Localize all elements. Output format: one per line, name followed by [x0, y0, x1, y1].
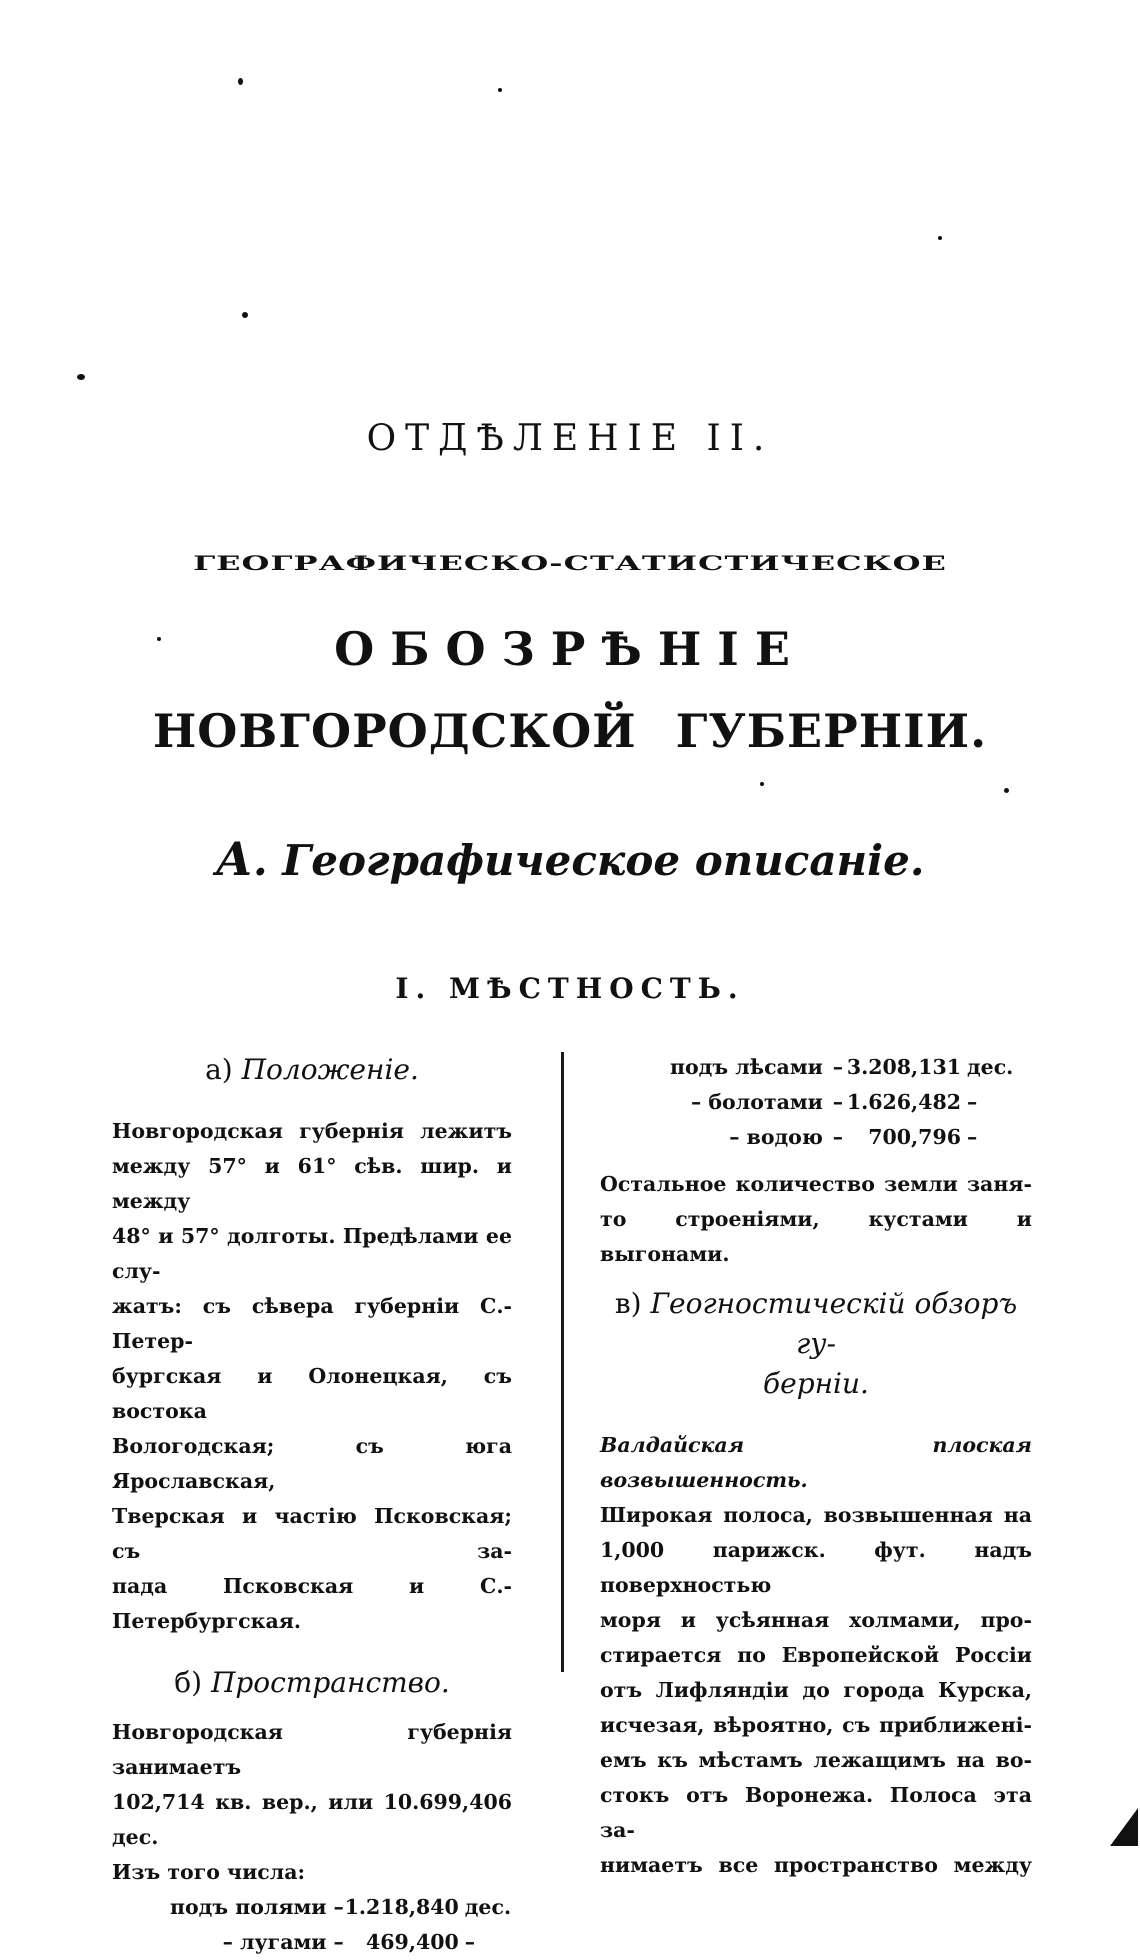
heading-title: Положеніе. [241, 1053, 419, 1086]
text-line: Остальное количество земли заня- [600, 1172, 1032, 1196]
text-line: 1,000 парижск. фут. надъ поверхностью [600, 1538, 1032, 1597]
table-row [170, 1890, 512, 1925]
text-line: отъ Лифляндіи до города Курска, [600, 1678, 1032, 1702]
scan-speck [1004, 788, 1009, 793]
text-line: нимаетъ все пространство между [600, 1853, 1032, 1877]
heading-line [600, 1284, 1032, 1364]
page-corner-mark [1110, 1808, 1138, 1846]
paragraph-prostranstvo [112, 1715, 512, 1890]
text-line: 102,714 кв. вер., или 10.699,406 дес. [112, 1790, 512, 1849]
heading-polozhenie [112, 1050, 512, 1090]
table-row [670, 1050, 1017, 1085]
stat-dash: – [333, 1895, 344, 1919]
text-line: Новгородская губернія лежитъ [112, 1119, 512, 1143]
stat-unit: дес. [966, 1055, 1014, 1079]
title-line-1: ГЕОГРАФИЧЕСКО-СТАТИСТИЧЕСКОЕ [193, 552, 947, 575]
text-line: исчезая, вѣроятно, съ приближені- [600, 1713, 1032, 1737]
text-line: стирается по Европейской Россіи [600, 1643, 1032, 1667]
stat-label: – водою [729, 1125, 823, 1149]
text-line: бургская и Олонецкая, съ востока [112, 1364, 512, 1423]
subsection-1-heading: I. МѢСТНОСТЬ. [395, 972, 745, 1005]
stat-value: 3.208,131 [846, 1055, 961, 1079]
land-stats-right [670, 1050, 1017, 1155]
heading-title: Пространство. [210, 1666, 450, 1699]
stat-label: подъ лѣсами [670, 1055, 823, 1079]
heading-title: Геогностическій обзоръ гу- [650, 1287, 1018, 1360]
scan-speck [242, 312, 248, 318]
text-line: емъ къ мѣстамъ лежащимъ на во- [600, 1748, 1032, 1772]
stat-label: – лугами [222, 1930, 327, 1954]
text-line: между 57° и 61° сѣв. шир. и между [112, 1154, 512, 1213]
text-line: стокъ отъ Воронежа. Полоса эта за- [600, 1783, 1032, 1842]
stat-dash: – [832, 1090, 843, 1114]
paragraph-valdai [600, 1428, 1032, 1883]
stat-value: 1.218,840 [344, 1895, 459, 1919]
heading-marker: б) [174, 1666, 203, 1699]
title-line-3: НОВГОРОДСКОЙ ГУБЕРНІИ. [152, 704, 988, 758]
stat-dash: – [832, 1125, 843, 1149]
heading-marker: в) [614, 1287, 642, 1320]
left-column [112, 1050, 512, 1960]
stat-value: 1.626,482 [846, 1090, 961, 1114]
stat-label: – болотами [691, 1090, 823, 1114]
stat-label: подъ полями [170, 1895, 327, 1919]
text-line: Новгородская губернія занимаетъ [112, 1720, 512, 1779]
heading-prostranstvo [112, 1663, 512, 1703]
stat-dash: – [333, 1930, 344, 1954]
department-heading: ОТДѢЛЕНІЕ II. [366, 418, 774, 459]
text-line: моря и усѣянная холмами, про- [600, 1608, 1032, 1632]
land-stats-left [170, 1890, 512, 1960]
section-a-heading: А. Географическое описаніе. [215, 832, 925, 886]
text-line: Широкая полоса, возвышенная на [600, 1503, 1032, 1527]
text-line: Изъ того числа: [112, 1860, 306, 1884]
heading-marker: а) [205, 1053, 233, 1086]
scan-speck [760, 782, 764, 786]
paragraph-polozhenie [112, 1114, 512, 1639]
table-row [670, 1085, 1017, 1120]
text-line: 48° и 57° долготы. Предѣлами ее слу- [112, 1224, 512, 1283]
paragraph-remaining-land [600, 1167, 1032, 1272]
stat-dash: – [832, 1055, 843, 1079]
heading-geognosticheskiy [600, 1284, 1032, 1404]
section-a-title: Географическое описаніе. [282, 836, 925, 885]
stat-unit: дес. [464, 1895, 512, 1919]
stat-unit: – [966, 1090, 978, 1114]
section-a-letter: А [215, 832, 253, 886]
stat-unit: – [464, 1930, 476, 1954]
right-column [600, 1050, 1032, 1883]
stat-value: 700,796 [868, 1125, 961, 1149]
text-line: Тверская и частію Псковская; съ за- [112, 1504, 512, 1563]
title-line-2: ОБОЗРѢНІЕ [334, 622, 806, 676]
scan-speck [498, 88, 502, 92]
text-line: Вологодская; съ юга Ярославская, [112, 1434, 512, 1493]
text-line: жатъ: съ сѣвера губерніи С.-Петер- [112, 1294, 512, 1353]
column-divider [561, 1052, 564, 1672]
text-line: пада Псковская и С.-Петербургская. [112, 1574, 512, 1633]
scan-speck [77, 374, 85, 380]
scan-speck [938, 236, 942, 240]
scan-speck [157, 637, 161, 641]
table-row [670, 1120, 1017, 1155]
text-line: то строеніями, кустами и выгонами. [600, 1207, 1032, 1266]
scan-speck [238, 78, 243, 85]
stat-value: 469,400 [366, 1930, 459, 1954]
heading-title-line-2: берніи. [763, 1367, 869, 1400]
stat-unit: – [966, 1125, 978, 1149]
paragraph-lead: Валдайская плоская возвышенность. [600, 1433, 1032, 1492]
table-row [170, 1925, 512, 1960]
